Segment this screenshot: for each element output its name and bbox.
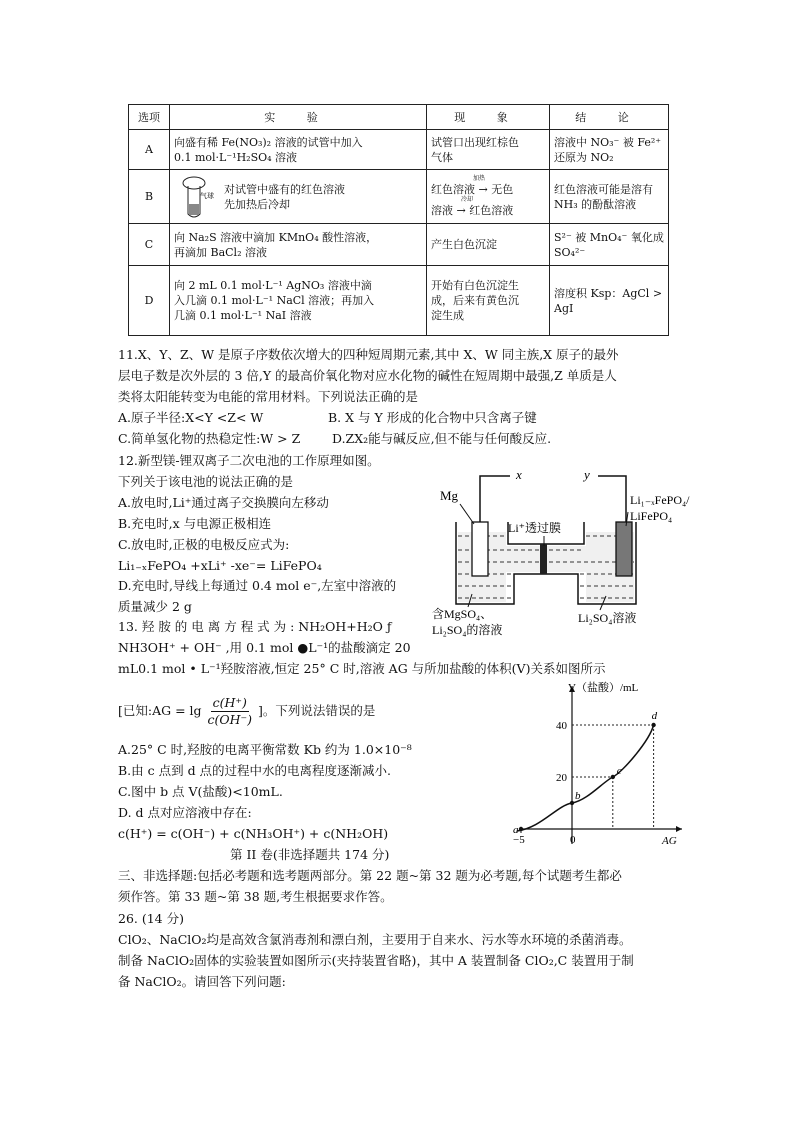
header-option: 选项 — [129, 105, 170, 130]
arrow-label-cool: 冷却 — [461, 195, 474, 203]
cathode-label-line2: LiFePO₄ — [630, 509, 673, 523]
section-line: 三、非选择题:包括必考题和选考题两部分。第 22 题~第 32 题为必考题,每个试题考生都必 — [118, 868, 622, 883]
cell-line: 先加热后冷却 — [224, 197, 290, 211]
chart-point-label: d — [651, 710, 658, 722]
row-phenomenon — [427, 266, 550, 336]
q12-line: 12.新型镁-锂双离子二次电池的工作原理如图。 — [118, 453, 380, 468]
chart-y-tick-label: 40 — [556, 720, 567, 732]
q11-line: 层电子数是次外层的 3 倍,Y 的最高价氧化物对应水化物的碱性在短周期中最强,Z 单质是人 — [118, 368, 617, 383]
cell-line: SO₄²⁻ — [554, 245, 586, 259]
q13-line: NH3OH⁺ + OH⁻ ,用 0.1 mol ●L⁻¹的盐酸滴定 20 — [118, 640, 411, 655]
row-conclusion — [550, 224, 669, 266]
arrow-label-heat: 加热 — [473, 174, 486, 182]
cell-line: S²⁻ 被 MnO₄⁻ 氧化成 — [554, 230, 664, 244]
row-experiment — [170, 224, 427, 266]
fraction-numerator: c(H⁺) — [212, 694, 247, 710]
cell-line: 对试管中盛有的红色溶液 — [224, 182, 345, 196]
balloon-label: 气球 — [200, 191, 214, 200]
q26-line: 备 NaClO₂。请回答下列问题: — [118, 974, 286, 989]
cell-line: 几滴 0.1 mol·L⁻¹ NaI 溶液 — [174, 309, 312, 322]
q13-option-d: D. d 点对应溶液中存在: — [118, 805, 252, 820]
table-row — [129, 224, 669, 266]
row-experiment — [170, 170, 427, 224]
cell-line: 再滴加 BaCl₂ 溶液 — [174, 245, 267, 259]
q11-option-b: B. X 与 Y 形成的化合物中只含离子键 — [328, 410, 537, 425]
cell-line: AgI — [554, 301, 574, 315]
row-conclusion — [550, 130, 669, 170]
q11-line: 11.X、Y、Z、W 是原子序数依次增大的四种短周期元素,其中 X、W 同主族,X 原子的最外 — [118, 347, 619, 362]
row-option: A — [129, 130, 170, 170]
cell-line: 气体 — [431, 150, 453, 164]
chart-point-d — [651, 723, 655, 727]
row-option: B — [129, 170, 170, 224]
header-conclusion: 结 论 — [550, 105, 669, 130]
cell-line: 试管口出现红棕色 — [431, 135, 519, 149]
chart-point-label: a — [513, 824, 519, 836]
section-line: 须作答。第 33 题~第 38 题,考生根据要求作答。 — [118, 889, 393, 904]
cell-line: 产生白色沉淀 — [431, 238, 497, 251]
cell-line: 向 2 mL 0.1 mol·L⁻¹ AgNO₃ 溶液中滴 — [174, 279, 372, 292]
q13-option-d-equation: c(H⁺) = c(OH⁻) + c(NH₃OH⁺) + c(NH₂OH) — [118, 826, 389, 841]
row-option: C — [129, 224, 170, 266]
header-experiment: 实 验 — [170, 105, 427, 130]
cathode-label-line1: Li₁₋ₓFePO₄/ — [630, 493, 690, 507]
chart-y-tick-label: 20 — [556, 772, 567, 784]
row-phenomenon — [427, 224, 550, 266]
anode-label: Mg — [440, 488, 459, 503]
cell-line: 成，后来有黄色沉 — [431, 294, 519, 307]
cell-line: 入几滴 0.1 mol·L⁻¹ NaCl 溶液；再加入 — [174, 294, 375, 307]
row-option: D — [129, 266, 170, 336]
chart-y-axis-label: V（盐酸）/mL — [568, 682, 639, 694]
row-phenomenon — [427, 170, 550, 224]
left-solution-label-1: 含MgSO₄、 — [432, 607, 493, 621]
row-conclusion — [550, 266, 669, 336]
cell-line: 0.1 mol·L⁻¹H₂SO₄ 溶液 — [174, 150, 298, 164]
table-row — [129, 266, 669, 336]
q13-option-a: A.25° C 时,羟胺的电离平衡常数 Kb 约为 1.0×10⁻⁸ — [118, 742, 412, 757]
cell-line: 溶度积 Ksp：AgCl > — [554, 286, 663, 300]
chart-point-label: b — [575, 790, 581, 802]
q12-line: 下列关于该电池的说法正确的是 — [118, 474, 294, 489]
cell-line: 向盛有稀 Fe(NO₃)₂ 溶液的试管中加入 — [174, 135, 363, 149]
table-row — [129, 130, 669, 170]
cell-line: 溶液 → 红色溶液 — [431, 203, 514, 217]
titration-curve — [517, 725, 654, 831]
cell-line: 红色溶液可能是溶有 — [554, 182, 653, 196]
q26-number: 26. (14 分) — [118, 911, 184, 926]
formula-prefix: [已知:AG = lg — [118, 703, 202, 718]
q13-known-formula — [118, 689, 375, 733]
q13-line: mL0.1 mol • L⁻¹羟胺溶液,恒定 25° C 时,溶液 AG 与所加盐酸的体积(V)关系如图所示 — [118, 661, 606, 676]
formula-suffix: ]。下列说法错误的是 — [258, 703, 376, 718]
right-solution-label: Li₂SO₄溶液 — [578, 611, 637, 625]
membrane-label: Li⁺透过膜 — [508, 521, 561, 535]
q11-option-d: D.ZX₂能与碱反应,但不能与任何酸反应. — [332, 431, 552, 446]
terminal-y-label: y — [584, 467, 590, 482]
cell-line: 向 Na₂S 溶液中滴加 KMnO₄ 酸性溶液， — [174, 230, 378, 244]
cell-line: 开始有白色沉淀生 — [431, 279, 519, 292]
chart-x-tick-label: 0 — [570, 834, 576, 846]
battery-diagram — [428, 462, 708, 642]
q11-line: 类将太阳能转变为电能的常用材料。下列说法正确的是 — [118, 389, 419, 404]
cell-line: 溶液中 NO₃⁻ 被 Fe²⁺ — [554, 135, 662, 149]
q12-option-d-cont: 质量减少 2 g — [118, 599, 192, 614]
q12-option-c: C.放电时,正极的电极反应式为: — [118, 537, 290, 552]
q12-option-a: A.放电时,Li⁺通过离子交换膜向左移动 — [118, 495, 329, 510]
chart-point-b — [570, 801, 574, 805]
cell-line: NH₃ 的酚酞溶液 — [554, 197, 637, 211]
q13-line: 13. 羟 胺 的 电 离 方 程 式 为 : NH₂OH+H₂O ƒ — [118, 619, 392, 634]
cell-line: 淀生成 — [431, 309, 464, 322]
q12-option-d: D.充电时,导线上每通过 0.4 mol e⁻,左室中溶液的 — [118, 578, 397, 593]
fraction-denominator: c(OH⁻) — [207, 711, 253, 727]
q13-option-c: C.图中 b 点 V(盐酸)<10mL. — [118, 784, 283, 799]
cell-line: 还原为 NO₂ — [554, 150, 614, 164]
chart-point-label: c — [616, 765, 622, 777]
row-conclusion — [550, 170, 669, 224]
q12-option-c-equation: Li₁₋ₓFePO₄ +xLi⁺ -xe⁻= LiFePO₄ — [118, 558, 322, 573]
row-phenomenon — [427, 130, 550, 170]
section-title: 第 II 卷(非选择题共 174 分) — [230, 847, 390, 862]
chart-point-a — [519, 827, 523, 831]
cell-line: 红色溶液 → 无色 — [431, 182, 514, 196]
q11-option-c: C.简单氢化物的热稳定性:W > Z — [118, 431, 301, 446]
chart-point-c — [611, 775, 615, 779]
terminal-x-label: x — [516, 467, 522, 482]
experiment-table — [128, 104, 669, 336]
test-tube-balloon-icon — [174, 174, 214, 220]
row-experiment — [170, 130, 427, 170]
left-solution-label-2: Li₂SO₄的溶液 — [432, 623, 503, 637]
q11-option-a: A.原子半径:X<Y <Z< W — [118, 410, 264, 425]
header-phenomenon: 现 象 — [427, 105, 550, 130]
x-axis-arrow-icon — [676, 826, 682, 832]
q26-line: 制备 NaClO₂固体的实验装置如图所示(夹持装置省略)，其中 A 装置制备 ClO₂,C 装置用于制 — [118, 953, 634, 968]
row-experiment — [170, 266, 427, 336]
q13-option-b: B.由 c 点到 d 点的过程中水的电离程度逐渐减小. — [118, 763, 392, 778]
chart-x-axis-label: AG — [662, 835, 677, 847]
q12-option-b: B.充电时,x 与电源正极相连 — [118, 516, 272, 531]
table-header-row — [129, 105, 669, 130]
chart-x-tick-label: −5 — [513, 834, 525, 846]
table-row — [129, 170, 669, 224]
q26-line: ClO₂、NaClO₂均是高效含氯消毒剂和漂白剂，主要用于自来水、污水等水环境的杀菌消毒。 — [118, 932, 632, 947]
ag-titration-chart — [513, 678, 688, 850]
